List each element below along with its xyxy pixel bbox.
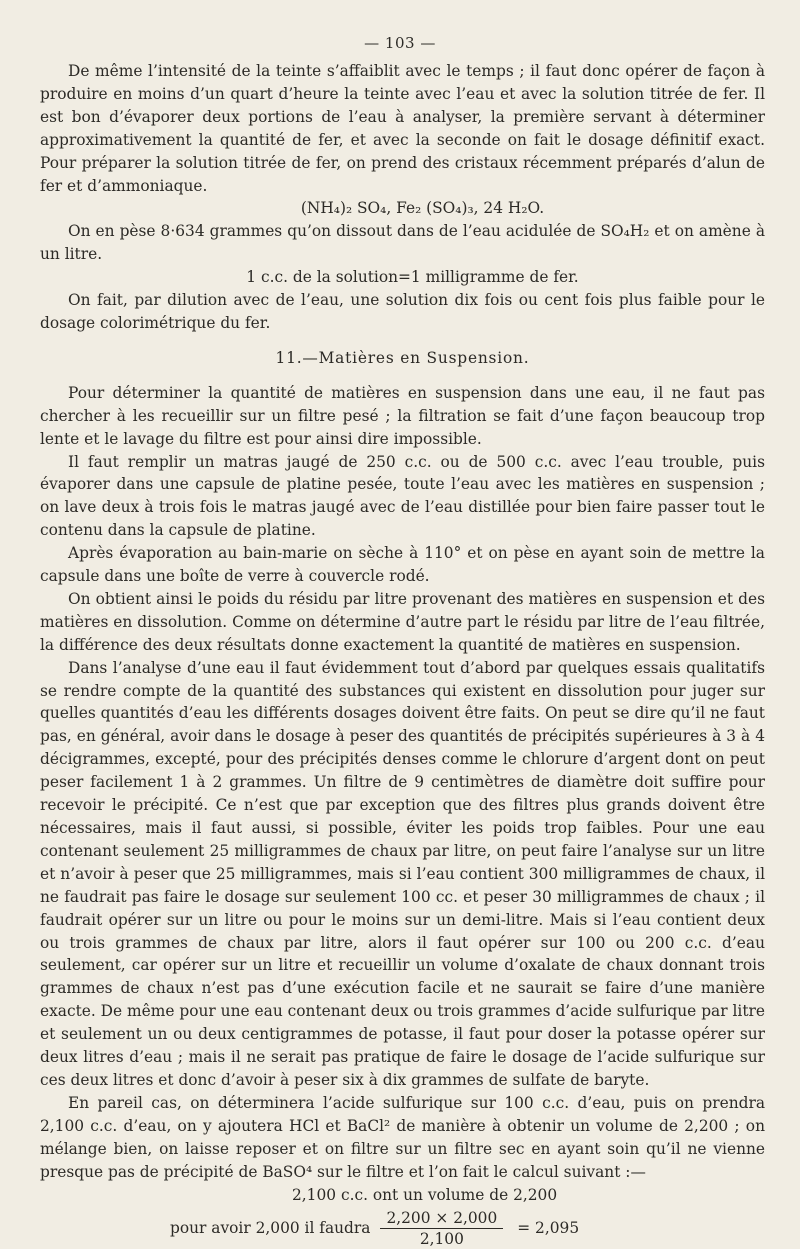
page-number: — 103 — xyxy=(0,34,800,52)
calculation-line-2 xyxy=(40,1208,765,1249)
paragraph-2: On en pèse 8·634 grammes qu’on dissout dans de l’eau acidulée de SO₄H₂ et on amène à un litre. xyxy=(40,220,765,266)
formula-alun: (NH₄)₂ SO₄, Fe₂ (SO₄)₃, 24 H₂O. xyxy=(40,197,765,220)
calculation-result: = 2,095 xyxy=(517,1217,579,1240)
calculation-line-1: 2,100 c.c. ont un volume de 2,200 xyxy=(40,1184,765,1207)
paragraph-8: Dans l’analyse d’une eau il faut évidemment tout d’abord par quelques essais qualitatifs se rendre compte de la quantité des substances qui existent en dissolution pour juger sur quelles quantités d’eau les différents dosages doivent être faits. On peut se dire qu’il ne faut pas, en général, avoir dans le dosage à peser des quantités de précipités supérieures à 3 à 4 décigrammes, excepté, pour des précipités denses comme le chlorure d’argent dont on peut peser facilement 1 à 2 grammes. Un filtre de 9 centimètres de diamètre doit suffire pour recevoir le précipité. Ce n’est que par exception que des filtres plus grands doivent être nécessaires, mais il faut aussi, si possible, éviter les poids trop faibles. Pour une eau contenant seulement 25 milligrammes de chaux par litre, on peut faire l’analyse sur un litre et n’avoir à peser que 25 milligrammes, mais si l’eau contient 300 milligrammes de chaux, il ne faudrait pas faire le dosage sur seulement 100 cc. et peser 30 milligrammes de chaux ; il faudrait opérer sur un litre ou pour le moins sur un demi-litre. Mais si l’eau contient deux ou trois grammes de chaux par litre, alors il faut opérer sur 100 ou 200 c.c. d’eau seulement, car opérer sur un litre et recueillir un volume d’oxalate de chaux donnant trois grammes de chaux n’est pas d’une exécution facile et ne saurait se faire d’une manière exacte. De même pour une eau contenant deux ou trois grammes d’acide sulfurique par litre et seulement un ou deux centigrammes de potasse, il faut pour doser la potasse opérer sur deux litres d’eau ; mais il ne serait pas pratique de faire le dosage de l’acide sulfurique sur ces deux litres et donc d’avoir à peser six à dix grammes de sulfate de baryte. xyxy=(40,657,765,1092)
paragraph-5: Il faut remplir un matras jaugé de 250 c.c. ou de 500 c.c. avec l’eau trouble, puis évaporer dans une capsule de platine pesée, toute l’eau avec les matières en suspension ; on lave deux à trois fois le matras jaugé avec de l’eau distillée pour bien faire passer tout le contenu dans la capsule de platine. xyxy=(40,451,765,543)
equation-solution: 1 c.c. de la solution=1 milligramme de fer. xyxy=(40,266,765,289)
fraction xyxy=(380,1208,503,1249)
calculation-block xyxy=(40,1184,765,1249)
section-heading: 11.—Matières en Suspension. xyxy=(40,347,765,370)
paragraph-1: De même l’intensité de la teinte s’affaiblit avec le temps ; il faut donc opérer de façon à produire en moins d’un quart d’heure la teinte avec l’eau et avec la solution titrée de fer. Il est bon d’évaporer deux portions de l’eau à analyser, la première servant à déterminer approximativement la quantité de fer, et avec la seconde on fait le dosage définitif exact. Pour préparer la solution titrée de fer, on prend des cristaux récemment préparés d’alun de fer et d’ammoniaque. xyxy=(40,60,765,197)
paragraph-3: On fait, par dilution avec de l’eau, une solution dix fois ou cent fois plus faible pour le dosage colorimétrique du fer. xyxy=(40,289,765,335)
paragraph-9: En pareil cas, on déterminera l’acide sulfurique sur 100 c.c. d’eau, puis on prendra 2,100 c.c. d’eau, on y ajoutera HCl et BaCl² de manière à obtenir un volume de 2,200 ; on mélange bien, on laisse reposer et on filtre sur un filtre sec en ayant soin qu’il ne vienne presque pas de précipité de BaSO⁴ sur le filtre et l’on fait le calcul suivant :— xyxy=(40,1092,765,1184)
paragraph-6: Après évaporation au bain-marie on sèche à 110° et on pèse en ayant soin de mettre la capsule dans une boîte de verre à couvercle rodé. xyxy=(40,542,765,588)
page-body xyxy=(40,60,765,1249)
fraction-denominator: 2,100 xyxy=(420,1229,464,1249)
calculation-prefix: pour avoir 2,000 il faudra xyxy=(170,1217,370,1240)
fraction-numerator: 2,200 × 2,000 xyxy=(380,1208,503,1229)
paragraph-4: Pour déterminer la quantité de matières en suspension dans une eau, il ne faut pas chercher à les recueillir sur un filtre pesé ; la filtration se fait d’une façon beaucoup trop lente et le lavage du filtre est pour ainsi dire impossible. xyxy=(40,382,765,451)
paragraph-7: On obtient ainsi le poids du résidu par litre provenant des matières en suspension et des matières en dissolution. Comme on détermine d’autre part le résidu par litre de l’eau filtrée, la différence des deux résultats donne exactement la quantité de matières en suspension. xyxy=(40,588,765,657)
